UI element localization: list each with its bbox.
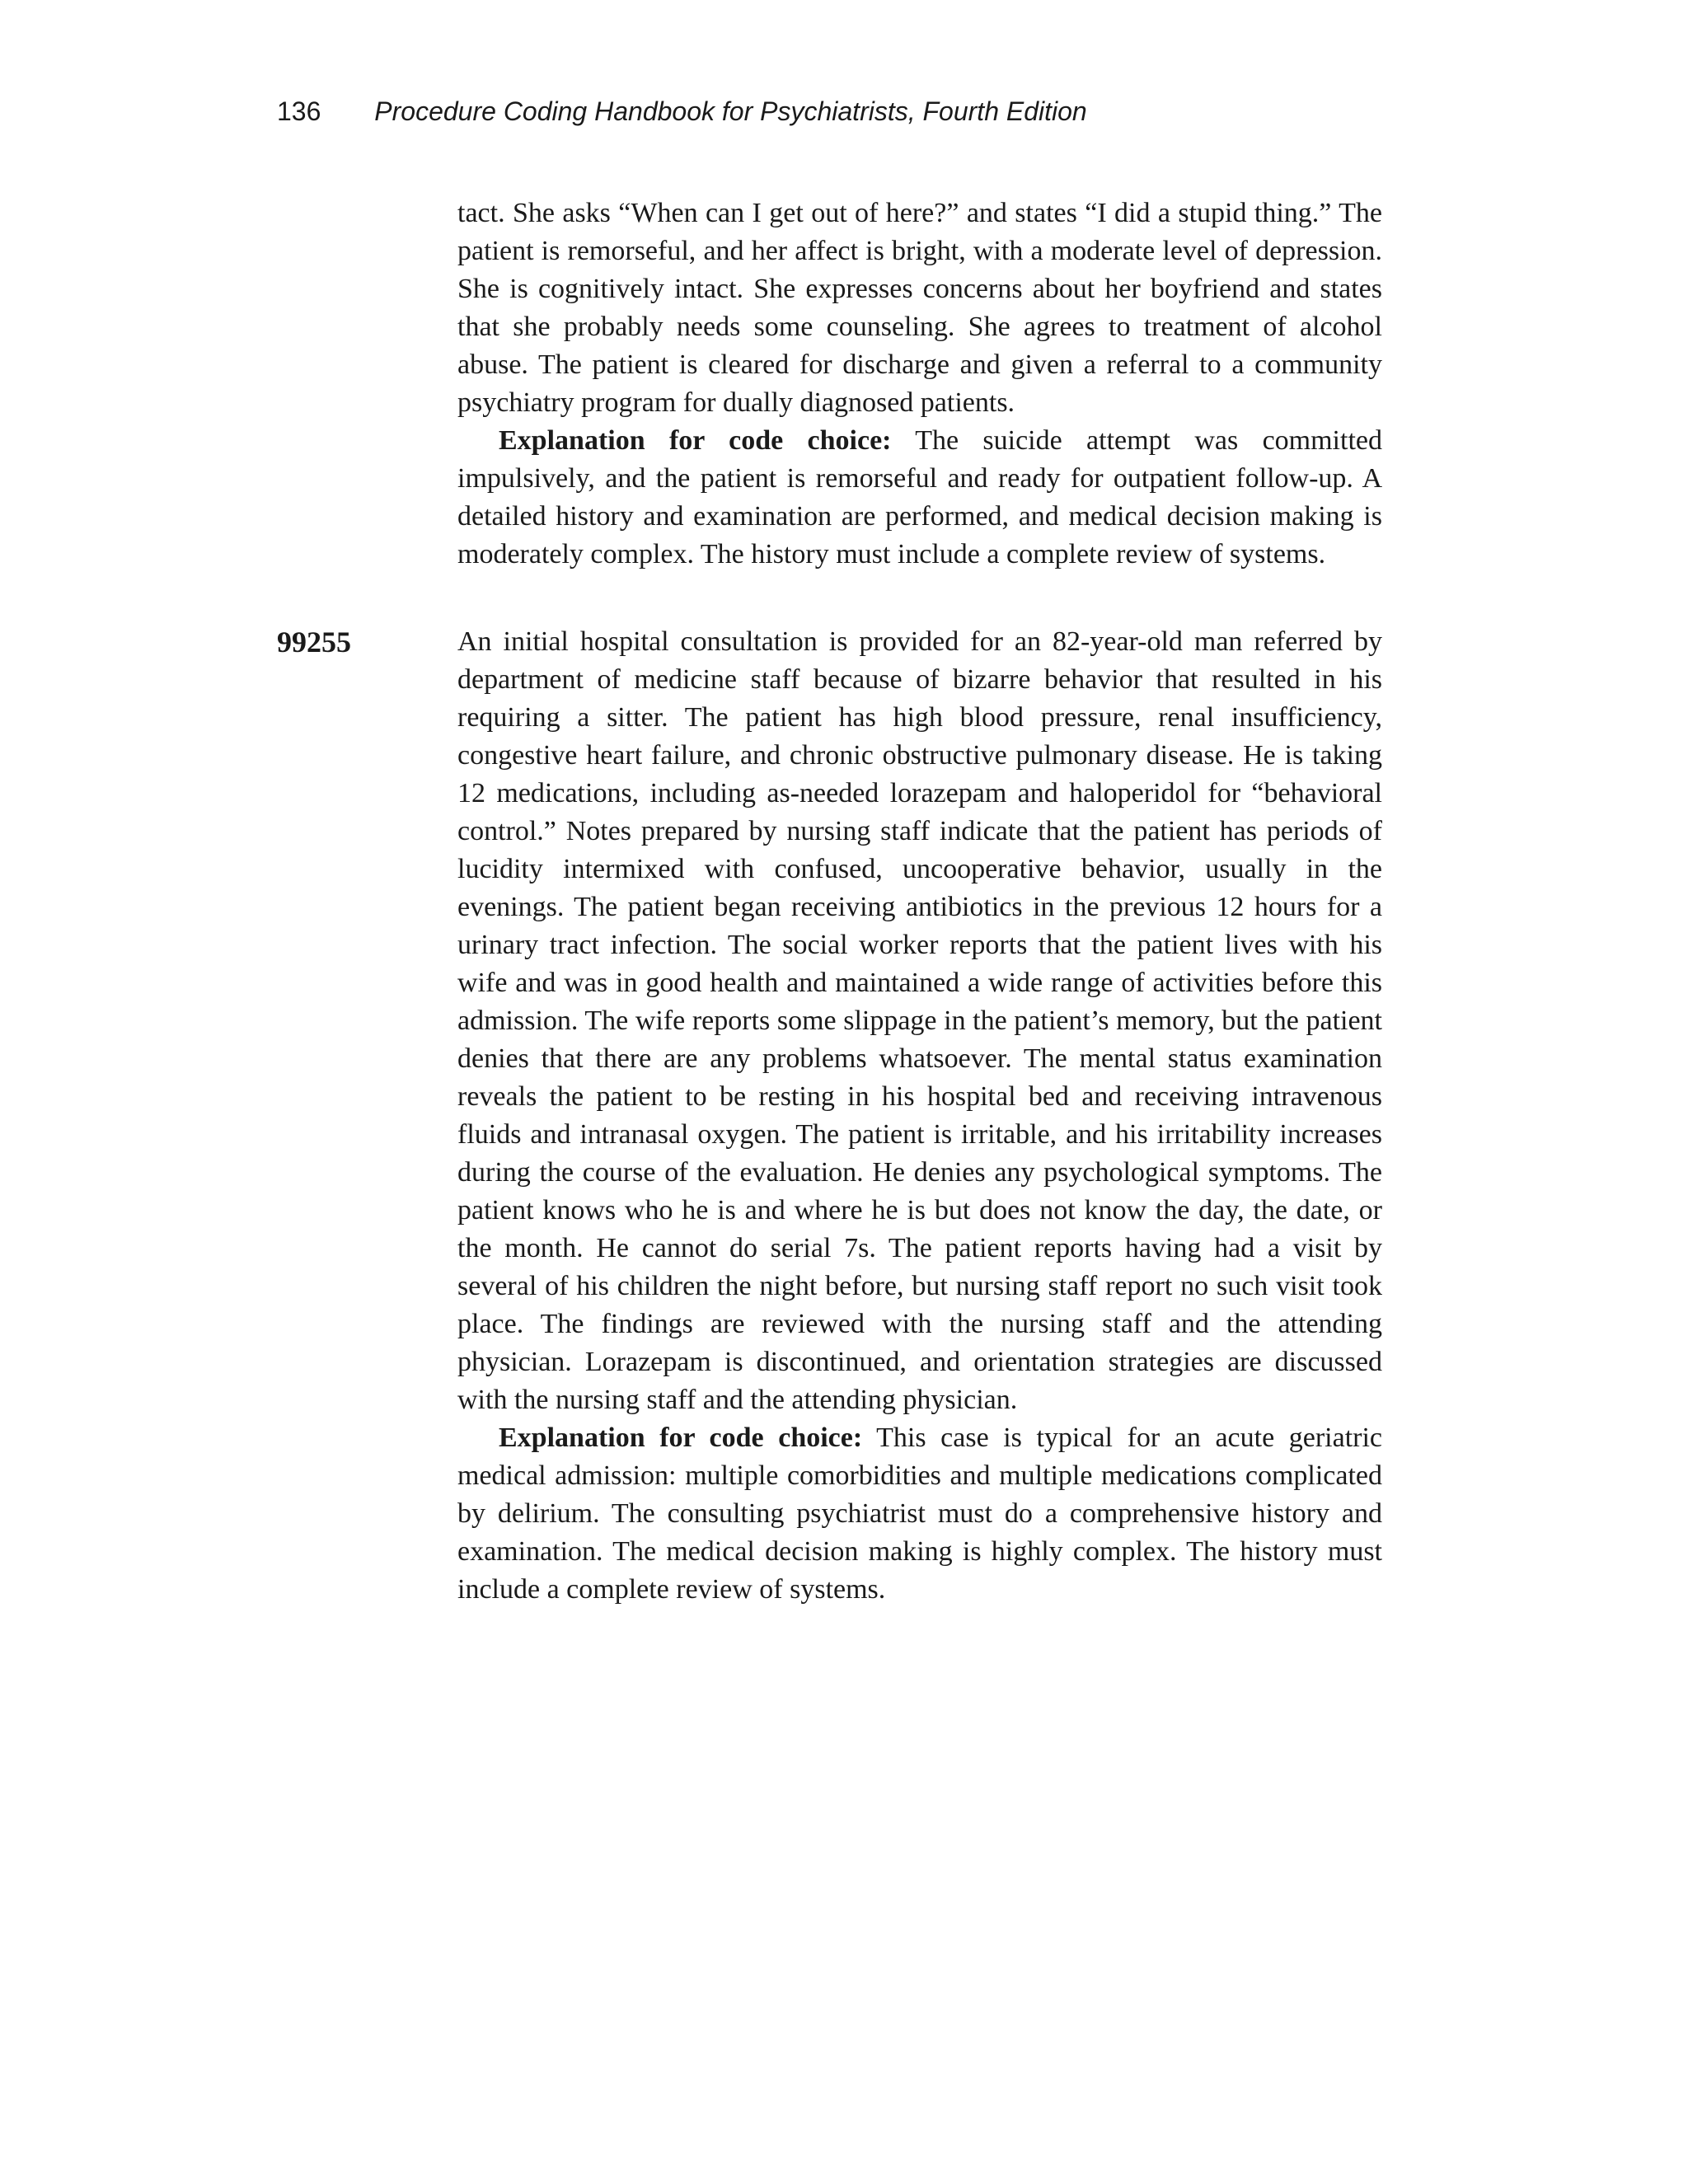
book-title: Procedure Coding Handbook for Psychiatrists, Fourth Edition [374, 96, 1087, 126]
explanation-text: The suicide attempt was committed impulsively, and the patient is remorseful and ready for outpatient follow-up. A detailed history and examination are performed, and medical decision making is moderately complex. The history must include a complete review of systems. [457, 425, 1382, 569]
explanation-paragraph [457, 422, 1382, 574]
continued-case-block [457, 194, 1382, 574]
procedure-code: 99255 [277, 626, 351, 658]
explanation-paragraph [457, 1419, 1382, 1609]
running-head [277, 93, 1087, 129]
case-paragraph: An initial hospital consultation is provided for an 82-year-old man referred by department of medicine staff because of bizarre behavior that resulted in his requiring a sitter. The patient has high blood pressure, renal insufficiency, congestive heart failure, and chronic obstructive pulmonary disease. He is taking 12 medications, including as-needed lorazepam and haloperidol for “behavioral control.” Notes prepared by nursing staff indicate that the patient has periods of lucidity intermixed with confused, uncooperative behavior, usually in the evenings. The patient began receiving antibiotics in the previous 12 hours for a urinary tract infection. The social worker reports that the patient lives with his wife and was in good health and maintained a wide range of activities before this admission. The wife reports some slippage in the patient’s memory, but the patient denies that there are any problems whatsoever. The mental status examination reveals the patient to be resting in his hospital bed and receiving intravenous fluids and intranasal oxygen. The patient is irritable, and his irritability increases during the course of the evaluation. He denies any psychological symptoms. The patient knows who he is and where he is but does not know the day, the date, or the month. He cannot do serial 7s. The patient reports having had a visit by several of his children the night before, but nursing staff report no such visit took place. The findings are reviewed with the nursing staff and the attending physician. Lorazepam is discontinued, and orientation strategies are discussed with the nursing staff and the attending physician. [457, 626, 1382, 1415]
code-entry-block [457, 623, 1382, 1609]
page-number: 136 [277, 96, 321, 126]
case-paragraph: tact. She asks “When can I get out of here?” and states “I did a stupid thing.” The patient is remorseful, and her affect is bright, with a moderate level of depression. She is cognitively intact. She expresses concerns about her boyfriend and states that she probably needs some counseling. She agrees to treatment of alcohol abuse. The patient is cleared for discharge and given a referral to a community psychiatry program for dually diagnosed patients. [457, 198, 1382, 418]
explanation-label: Explanation for code choice: [499, 1422, 863, 1453]
explanation-label: Explanation for code choice: [499, 425, 892, 456]
explanation-text: This case is typical for an acute geriatric medical admission: multiple comorbidities and multiple medications complicated by delirium. The consulting psychiatrist must do a comprehensive history and examination. The medical decision making is highly complex. The history must include a complete review of systems. [457, 1422, 1382, 1605]
